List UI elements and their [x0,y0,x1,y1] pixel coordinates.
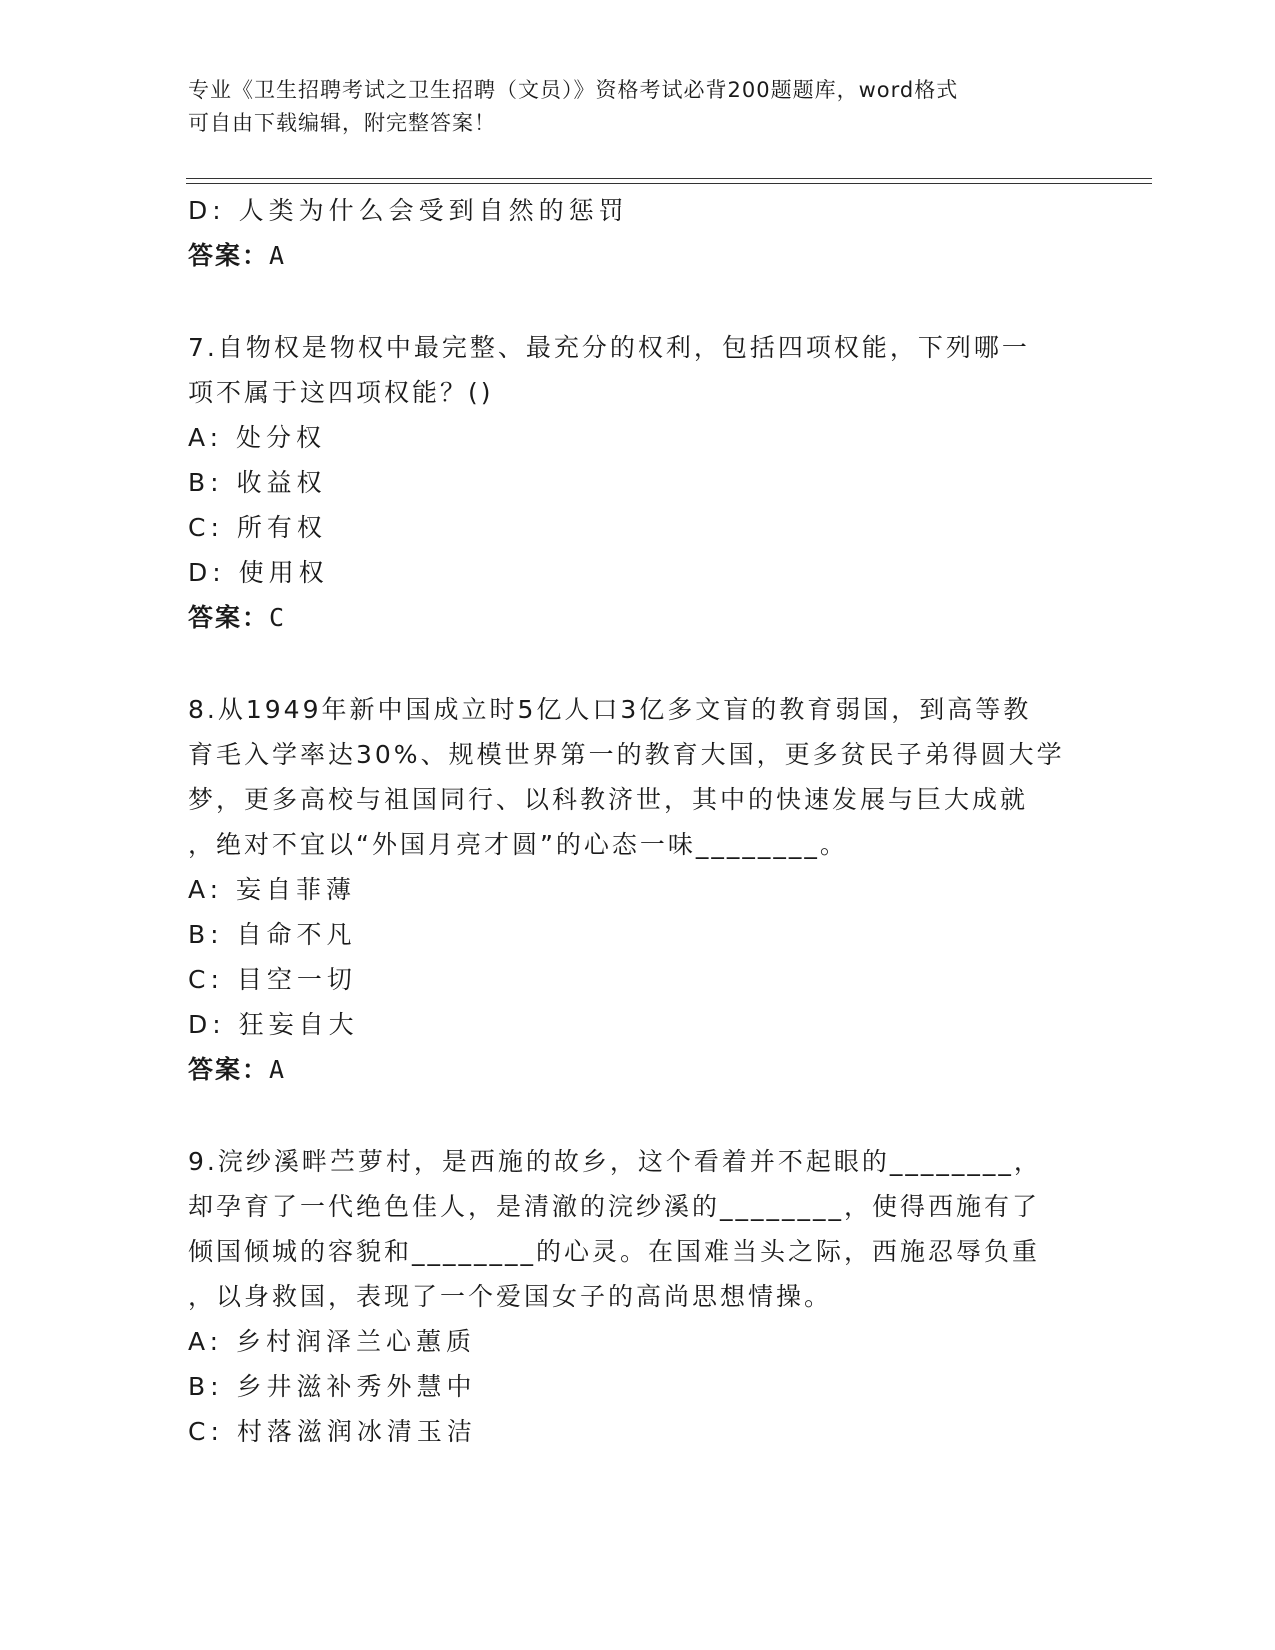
question-stem-line: 8.从1949年新中国成立时5亿人口3亿多文盲的教育弱国，到高等教 [188,695,1032,724]
q8-option-c: C: 目空一切 [188,965,357,994]
question-stem-line: ，绝对不宜以“外国月亮才圆”的心态一味________。 [188,830,848,859]
q8-option-d: D: 狂妄自大 [188,1010,359,1039]
q7-option-c: C: 所有权 [188,513,327,542]
q7-answer [188,595,1088,640]
question-stem-line: 却孕育了一代绝色佳人，是清澈的浣纱溪的________，使得西施有了 [188,1192,1041,1221]
q7-option-b: B: 收益权 [188,468,327,497]
answer-value: C [269,603,287,632]
question-stem-line: 育毛入学率达30%、规模世界第一的教育大国，更多贫民子弟得圆大学 [188,740,1065,769]
header-rule-bottom [186,183,1152,184]
q8-option-a: A: 妄自菲薄 [188,875,357,904]
question-7 [188,325,1088,640]
question-stem-line: 7.自物权是物权中最完整、最充分的权利，包括四项权能，下列哪一 [188,333,1030,362]
header-line-1: 专业《卫生招聘考试之卫生招聘（文员）》资格考试必背200题题库，word格式 [188,78,959,102]
answer-label: 答案： [188,241,270,270]
header-rule-top [186,178,1152,179]
q8-option-b: B: 自命不凡 [188,920,357,949]
document-body [188,188,1088,1454]
q6-answer [188,233,1088,278]
question-stem-line: 项不属于这四项权能？() [188,378,494,407]
question-stem-line: ，以身救国，表现了一个爱国女子的高尚思想情操。 [188,1282,833,1311]
q9-option-c: C: 村落滋润冰清玉洁 [188,1417,477,1446]
q9-option-b: B: 乡井滋补秀外慧中 [188,1372,477,1401]
question-stem-line: 9.浣纱溪畔苎萝村，是西施的故乡，这个看着并不起眼的________， [188,1147,1042,1176]
answer-label: 答案： [188,1055,270,1084]
answer-value: A [269,1055,287,1084]
answer-value: A [269,241,287,270]
q9-option-a: A: 乡村润泽兰心蕙质 [188,1327,477,1356]
header-line-2: 可自由下载编辑，附完整答案！ [188,111,496,135]
document-header [188,74,1068,140]
question-stem-line: 梦，更多高校与祖国同行、以科教济世，其中的快速发展与巨大成就 [188,785,1029,814]
question-9 [188,1139,1088,1454]
question-stem-line: 倾国倾城的容貌和________的心灵。在国难当头之际，西施忍辱负重 [188,1237,1041,1266]
question-8 [188,687,1088,1092]
q7-option-a: A: 处分权 [188,423,327,452]
q6-option-d: D: 人类为什么会受到自然的惩罚 [188,196,629,225]
q8-answer [188,1047,1088,1092]
q7-option-d: D: 使用权 [188,558,329,587]
answer-label: 答案： [188,603,270,632]
